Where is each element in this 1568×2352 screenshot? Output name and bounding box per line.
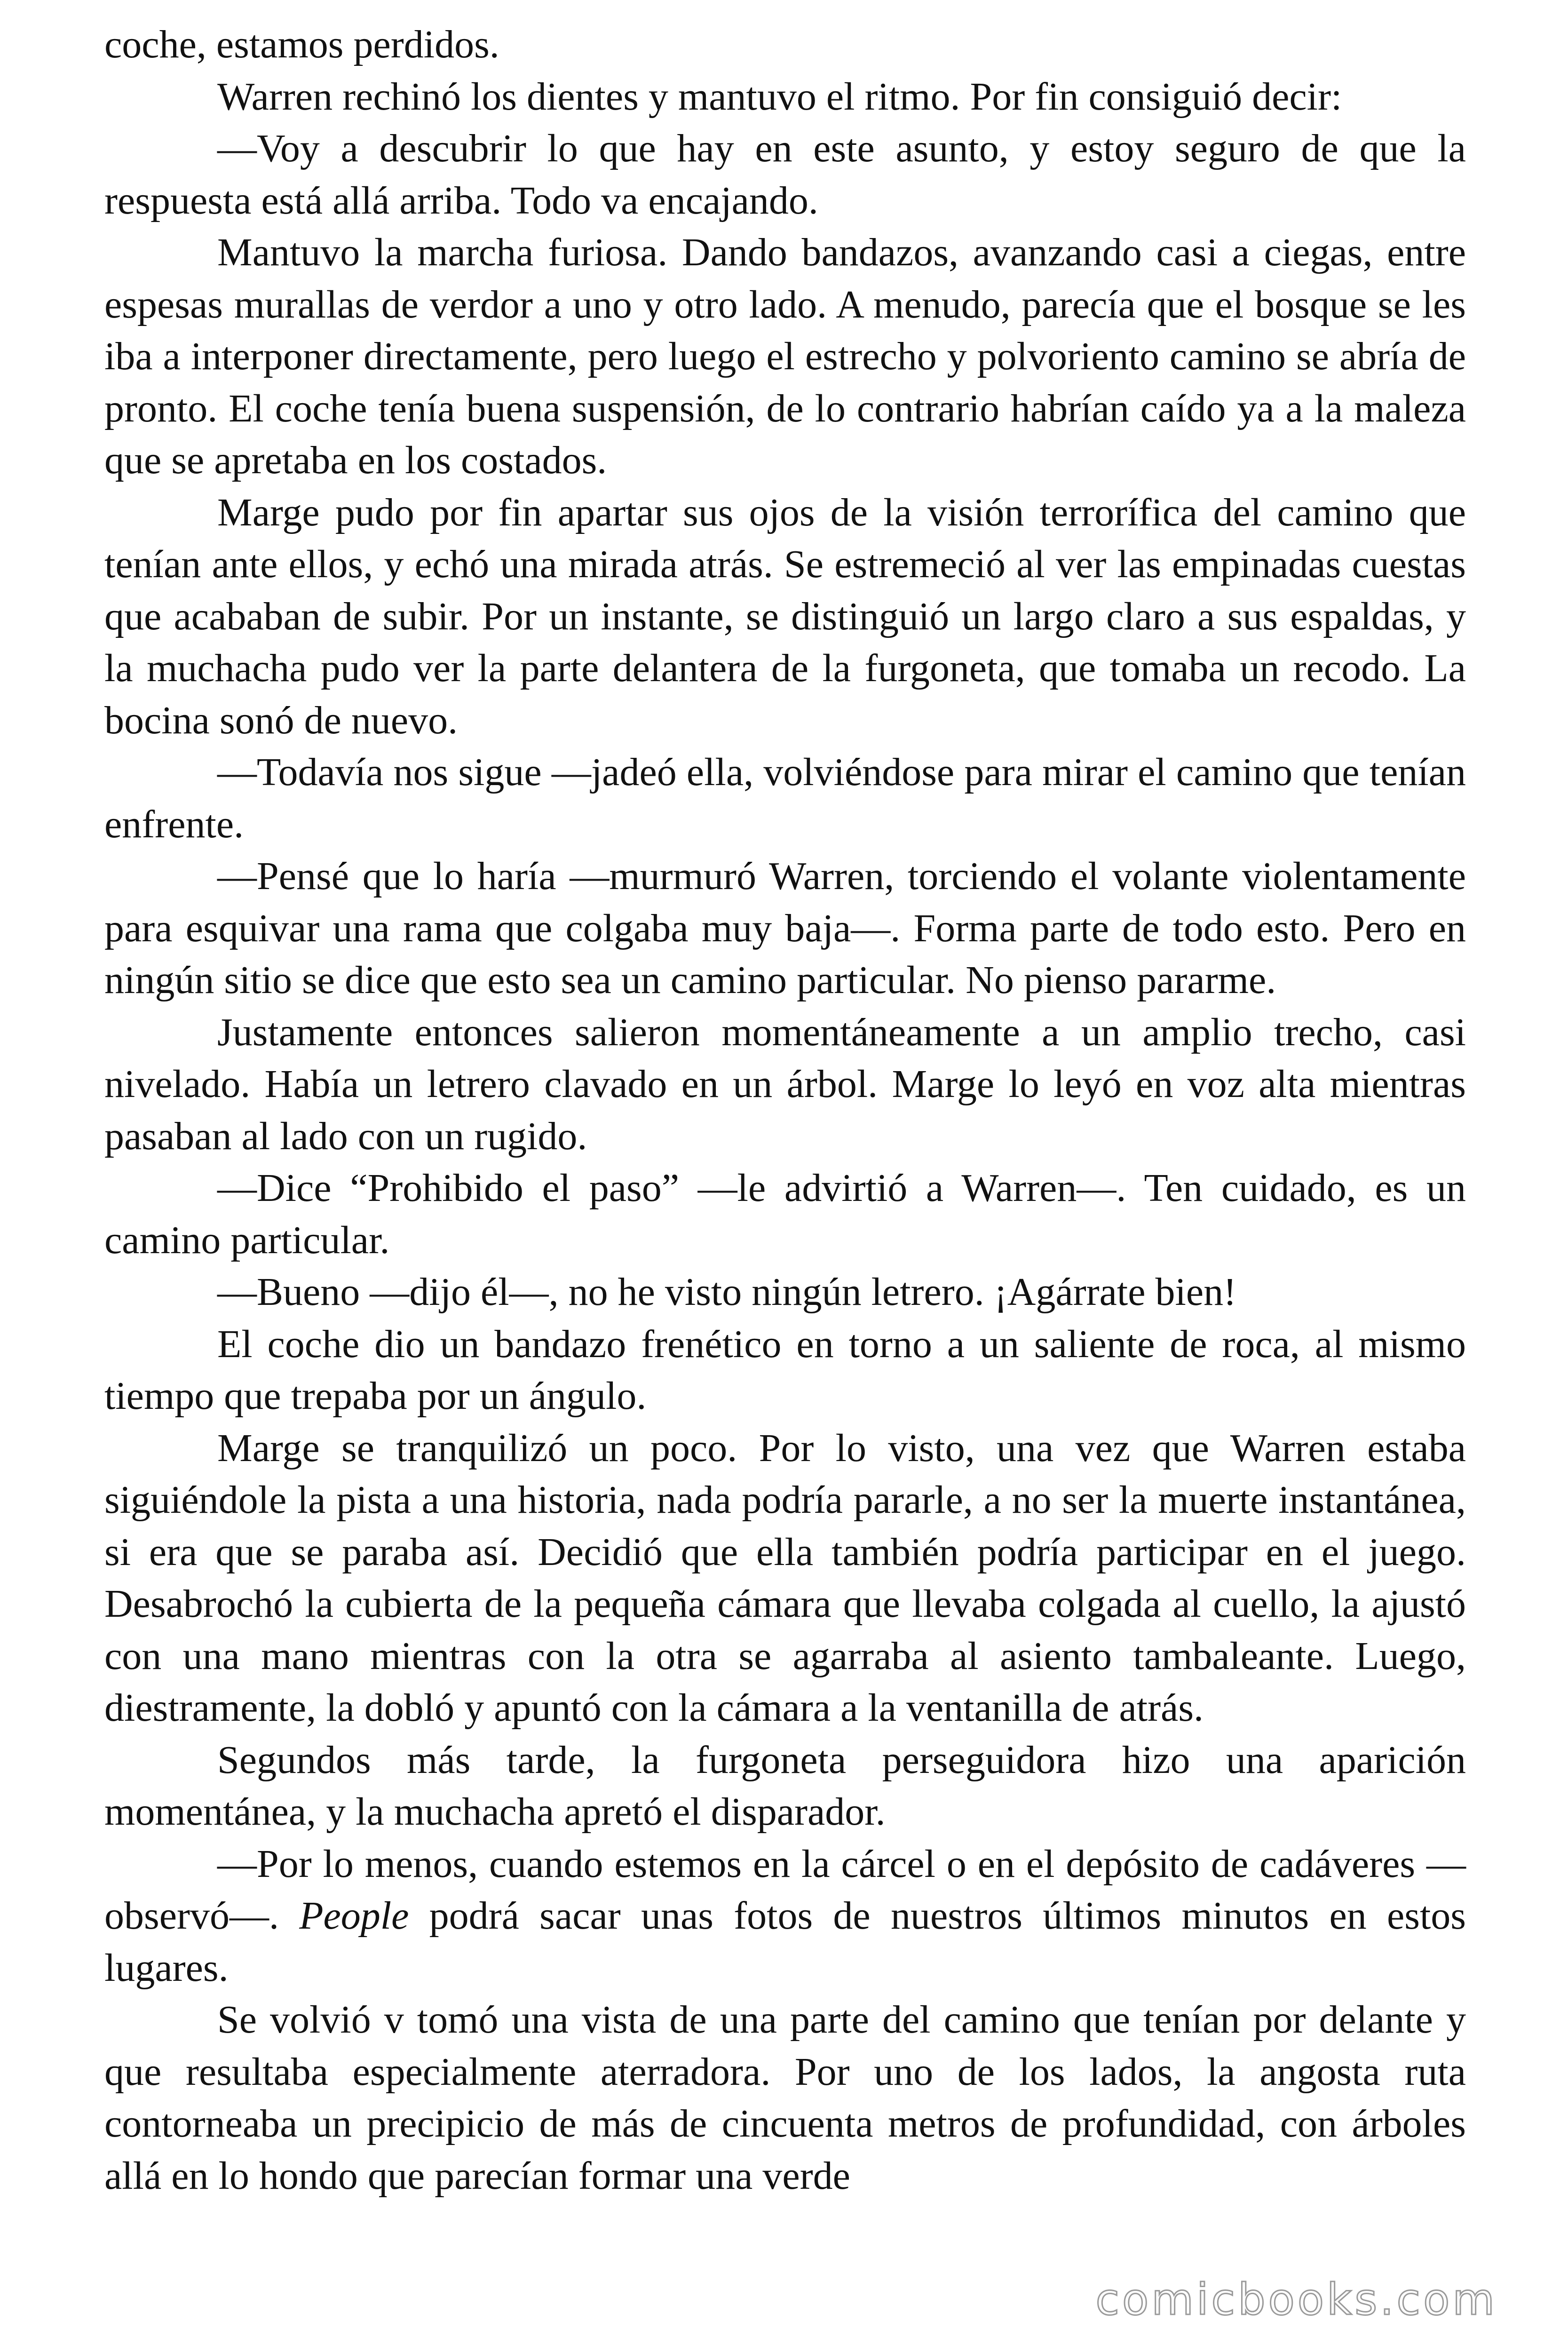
paragraph-text: Justamente entonces salieron momentáneamente a un amplio trecho, casi nivelado. Había un letrero clavado en un árbol. Marge lo leyó en voz alta mientras pasaban al lado con un rugido.	[104, 1010, 1466, 1158]
paragraph-text: Mantuvo la marcha furiosa. Dando bandazos, avanzando casi a ciegas, entre espesas murallas de verdor a uno y otro lado. A menudo, parecía que el bosque se les iba a interponer directamente, pero luego el estrecho y polvoriento camino se abría de pronto. El coche tenía buena suspensión, de lo contrario habrían caído ya a la maleza que se apretaba en los costados.	[104, 230, 1466, 482]
paragraph	[104, 71, 1466, 123]
paragraph-text: —Bueno —dijo él—, no he visto ningún letrero. ¡Agárrate bien!	[217, 1270, 1237, 1314]
paragraph-text: Warren rechinó los dientes y mantuvo el ritmo. Por fin consiguió decir:	[217, 74, 1342, 119]
paragraph-text: —Por lo menos, cuando estemos en la cárcel o en el depósito de cadáveres —observó—.	[104, 1842, 1466, 1938]
magazine-title: People	[299, 1894, 409, 1938]
paragraph-text: El coche dio un bandazo frenético en torno a un saliente de roca, al mismo tiempo que trepaba por un ángulo.	[104, 1322, 1466, 1418]
paragraph-text: Segundos más tarde, la furgoneta perseguidora hizo una aparición momentánea, y la muchacha apretó el disparador.	[104, 1738, 1466, 1834]
paragraph	[104, 1422, 1466, 1734]
paragraph	[104, 1162, 1466, 1266]
paragraph	[104, 1734, 1466, 1838]
paragraph	[104, 747, 1466, 850]
paragraph-text: coche, estamos perdidos.	[104, 23, 499, 66]
paragraph-text: —Todavía nos sigue —jadeó ella, volviéndose para mirar el camino que tenían enfrente.	[104, 750, 1466, 846]
book-page	[104, 19, 1466, 2202]
paragraph	[104, 850, 1466, 1007]
paragraph	[104, 123, 1466, 227]
paragraph	[104, 1838, 1466, 1994]
paragraph	[104, 1994, 1466, 2202]
paragraph-text: Se volvió v tomó una vista de una parte del camino que tenían por delante y que resultaba especialmente aterradora. Por uno de los lados, la angosta ruta contorneaba un precipicio de más de cincuenta metros de profundidad, con árboles allá en lo hondo que parecían formar una verde	[104, 1998, 1466, 2198]
paragraph	[104, 1319, 1466, 1422]
paragraph-text: Marge se tranquilizó un poco. Por lo visto, una vez que Warren estaba siguiéndole la pista a una historia, nada podría pararle, a no ser la muerte instantánea, si era que se paraba así. Decidió que ella también podría participar en el juego. Desabrochó la cubierta de la pequeña cámara que llevaba colgada al cuello, la ajustó con una mano mientras con la otra se agarraba al asiento tambaleante. Luego, diestramente, la dobló y apuntó con la cámara a la ventanilla de atrás.	[104, 1426, 1466, 1730]
paragraph	[104, 487, 1466, 747]
paragraph	[104, 19, 1466, 71]
paragraph	[104, 227, 1466, 487]
paragraph-text: —Dice “Prohibido el paso” —le advirtió a Warren—. Ten cuidado, es un camino particular.	[104, 1166, 1466, 1262]
watermark: comicbooks.com	[1095, 2274, 1497, 2325]
paragraph	[104, 1007, 1466, 1163]
paragraph-text: podrá sacar unas fotos de nuestros últimos minutos en estos lugares.	[104, 1894, 1466, 1990]
paragraph	[104, 1266, 1466, 1319]
paragraph-text: —Pensé que lo haría —murmuró Warren, torciendo el volante violentamente para esquivar una rama que colgaba muy baja—. Forma parte de todo esto. Pero en ningún sitio se dice que esto sea un camino particular. No pienso pararme.	[104, 854, 1466, 1002]
paragraph-text: —Voy a descubrir lo que hay en este asunto, y estoy seguro de que la respuesta está allá arriba. Todo va encajando.	[104, 127, 1466, 222]
paragraph-text: Marge pudo por fin apartar sus ojos de la visión terrorífica del camino que tenían ante ellos, y echó una mirada atrás. Se estremeció al ver las empinadas cuestas que acababan de subir. Por un instante, se distinguió un largo claro a sus espaldas, y la muchacha pudo ver la parte delantera de la furgoneta, que tomaba un recodo. La bocina sonó de nuevo.	[104, 490, 1466, 742]
